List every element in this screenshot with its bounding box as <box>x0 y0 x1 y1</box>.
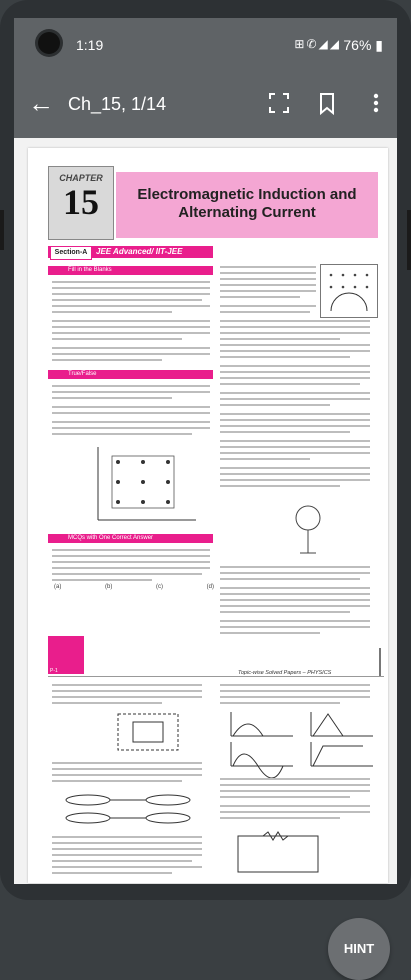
figure-circle-field <box>320 264 378 318</box>
choice-b: (b) <box>105 584 113 590</box>
part-a-title: Fill in the Blanks <box>68 267 112 273</box>
status-bar <box>14 18 397 70</box>
bookmark-icon[interactable] <box>312 88 342 118</box>
more-options-icon[interactable] <box>361 88 391 118</box>
side-code: P-1 <box>50 668 58 674</box>
part-b-title: True/False <box>68 371 97 377</box>
figure-coil <box>278 498 338 558</box>
right-side-button <box>407 210 411 270</box>
left-side-button <box>0 210 4 250</box>
fullscreen-icon[interactable] <box>264 88 294 118</box>
pdf-viewer[interactable] <box>14 138 397 956</box>
chapter-word: CHAPTER <box>59 173 103 183</box>
chapter-heading: Electromagnetic Induction and Alternating Current <box>137 186 357 221</box>
document-title: Ch_15, 1/14 <box>68 94 167 114</box>
answer-choices-row <box>54 584 214 590</box>
vertical-margin-code <box>377 648 385 678</box>
battery-level: 76% ▮ <box>343 37 383 53</box>
chapter-heading-band <box>116 172 378 238</box>
choice-c: (c) <box>156 584 163 590</box>
choice-a: (a) <box>54 584 62 590</box>
figure-dot-grid <box>88 442 198 522</box>
status-time: 1:19 <box>76 37 104 53</box>
hint-button[interactable]: HINT <box>328 918 390 980</box>
divider-line <box>48 676 384 677</box>
section-title: JEE Advanced/ IIT-JEE <box>96 247 183 256</box>
choice-d: (d) <box>206 584 214 590</box>
figure-waveform-graphs <box>223 708 383 768</box>
camera-dot <box>38 32 60 54</box>
section-label: Section-A <box>50 246 92 260</box>
footer-title: Topic-wise Solved Papers – PHYSICS <box>238 670 332 676</box>
chapter-number: 15 <box>63 182 99 222</box>
app-toolbar <box>14 70 397 138</box>
chapter-badge <box>48 166 114 240</box>
figure-rectangle-loop <box>108 708 188 756</box>
figure-circuit <box>228 828 328 878</box>
screen <box>14 18 397 956</box>
figure-ellipses <box>58 788 208 828</box>
back-arrow-icon[interactable]: ← <box>28 88 54 118</box>
pdf-page <box>28 148 388 883</box>
system-icons: ⊞✆◢◢ <box>294 37 341 51</box>
part-c-title: MCQs with One Correct Answer <box>68 535 154 541</box>
